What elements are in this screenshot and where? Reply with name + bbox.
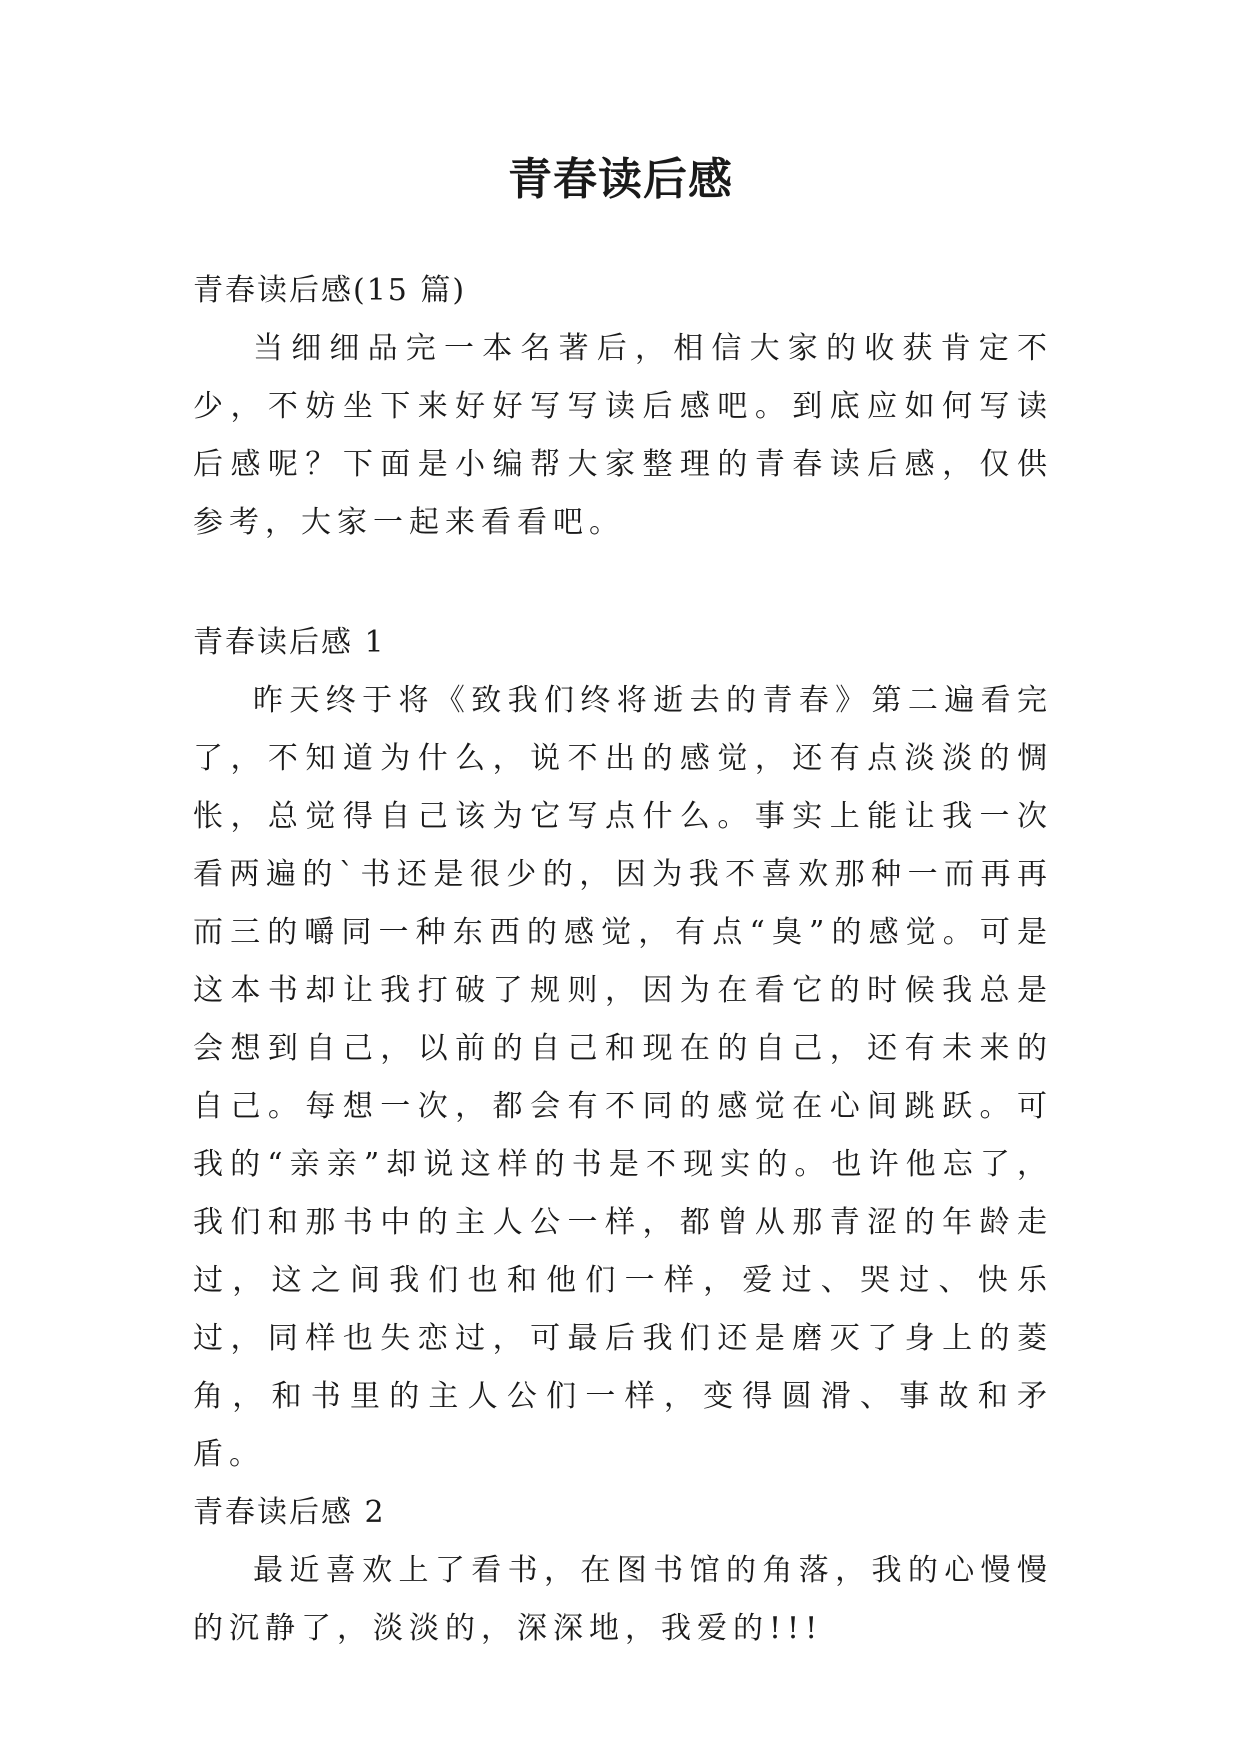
section-paragraph-1: 昨天终于将《致我们终将逝去的青春》第二遍看完了，不知道为什么，说不出的感觉，还有点淡淡的惆怅，总觉得自己该为它写点什么。事实上能让我一次看两遍的`书还是很少的，因为我不喜欢那种一而再再而三的嚼同一种东西的感觉，有点“臭”的感觉。可是这本书却让我打破了规则，因为在看它的时候我总是会想到自己，以前的自己和现在的自己，还有未来的自己。每想一次，都会有不同的感觉在心间跳跃。可我的“亲亲”却说这样的书是不现实的。也许他忘了，我们和那书中的主人公一样，都曾从那青涩的年龄走过，这之间我们也和他们一样，爱过、哭过、快乐过，同样也失恋过，可最后我们还是磨灭了身上的菱角，和书里的主人公们一样，变得圆滑、事故和矛盾。: [193, 683, 1053, 1472]
section-paragraph-2: 最近喜欢上了看书，在图书馆的角落，我的心慢慢的沉静了，淡淡的，深深地，我爱的!!!: [193, 1553, 1053, 1646]
document-subtitle: 青春读后感(15 篇): [193, 273, 467, 308]
document-title: 青春读后感: [508, 154, 733, 205]
section-spacer: [193, 552, 1053, 614]
section-heading-1: 青春读后感 1: [193, 625, 386, 660]
section-heading-2: 青春读后感 2: [193, 1495, 386, 1530]
intro-paragraph: 当细细品完一本名著后，相信大家的收获肯定不少，不妨坐下来好好写写读后感吧。到底应如何写读后感呢？下面是小编帮大家整理的青春读后感，仅供参考，大家一起来看看吧。: [193, 331, 1053, 540]
document-body: [193, 262, 1053, 1658]
